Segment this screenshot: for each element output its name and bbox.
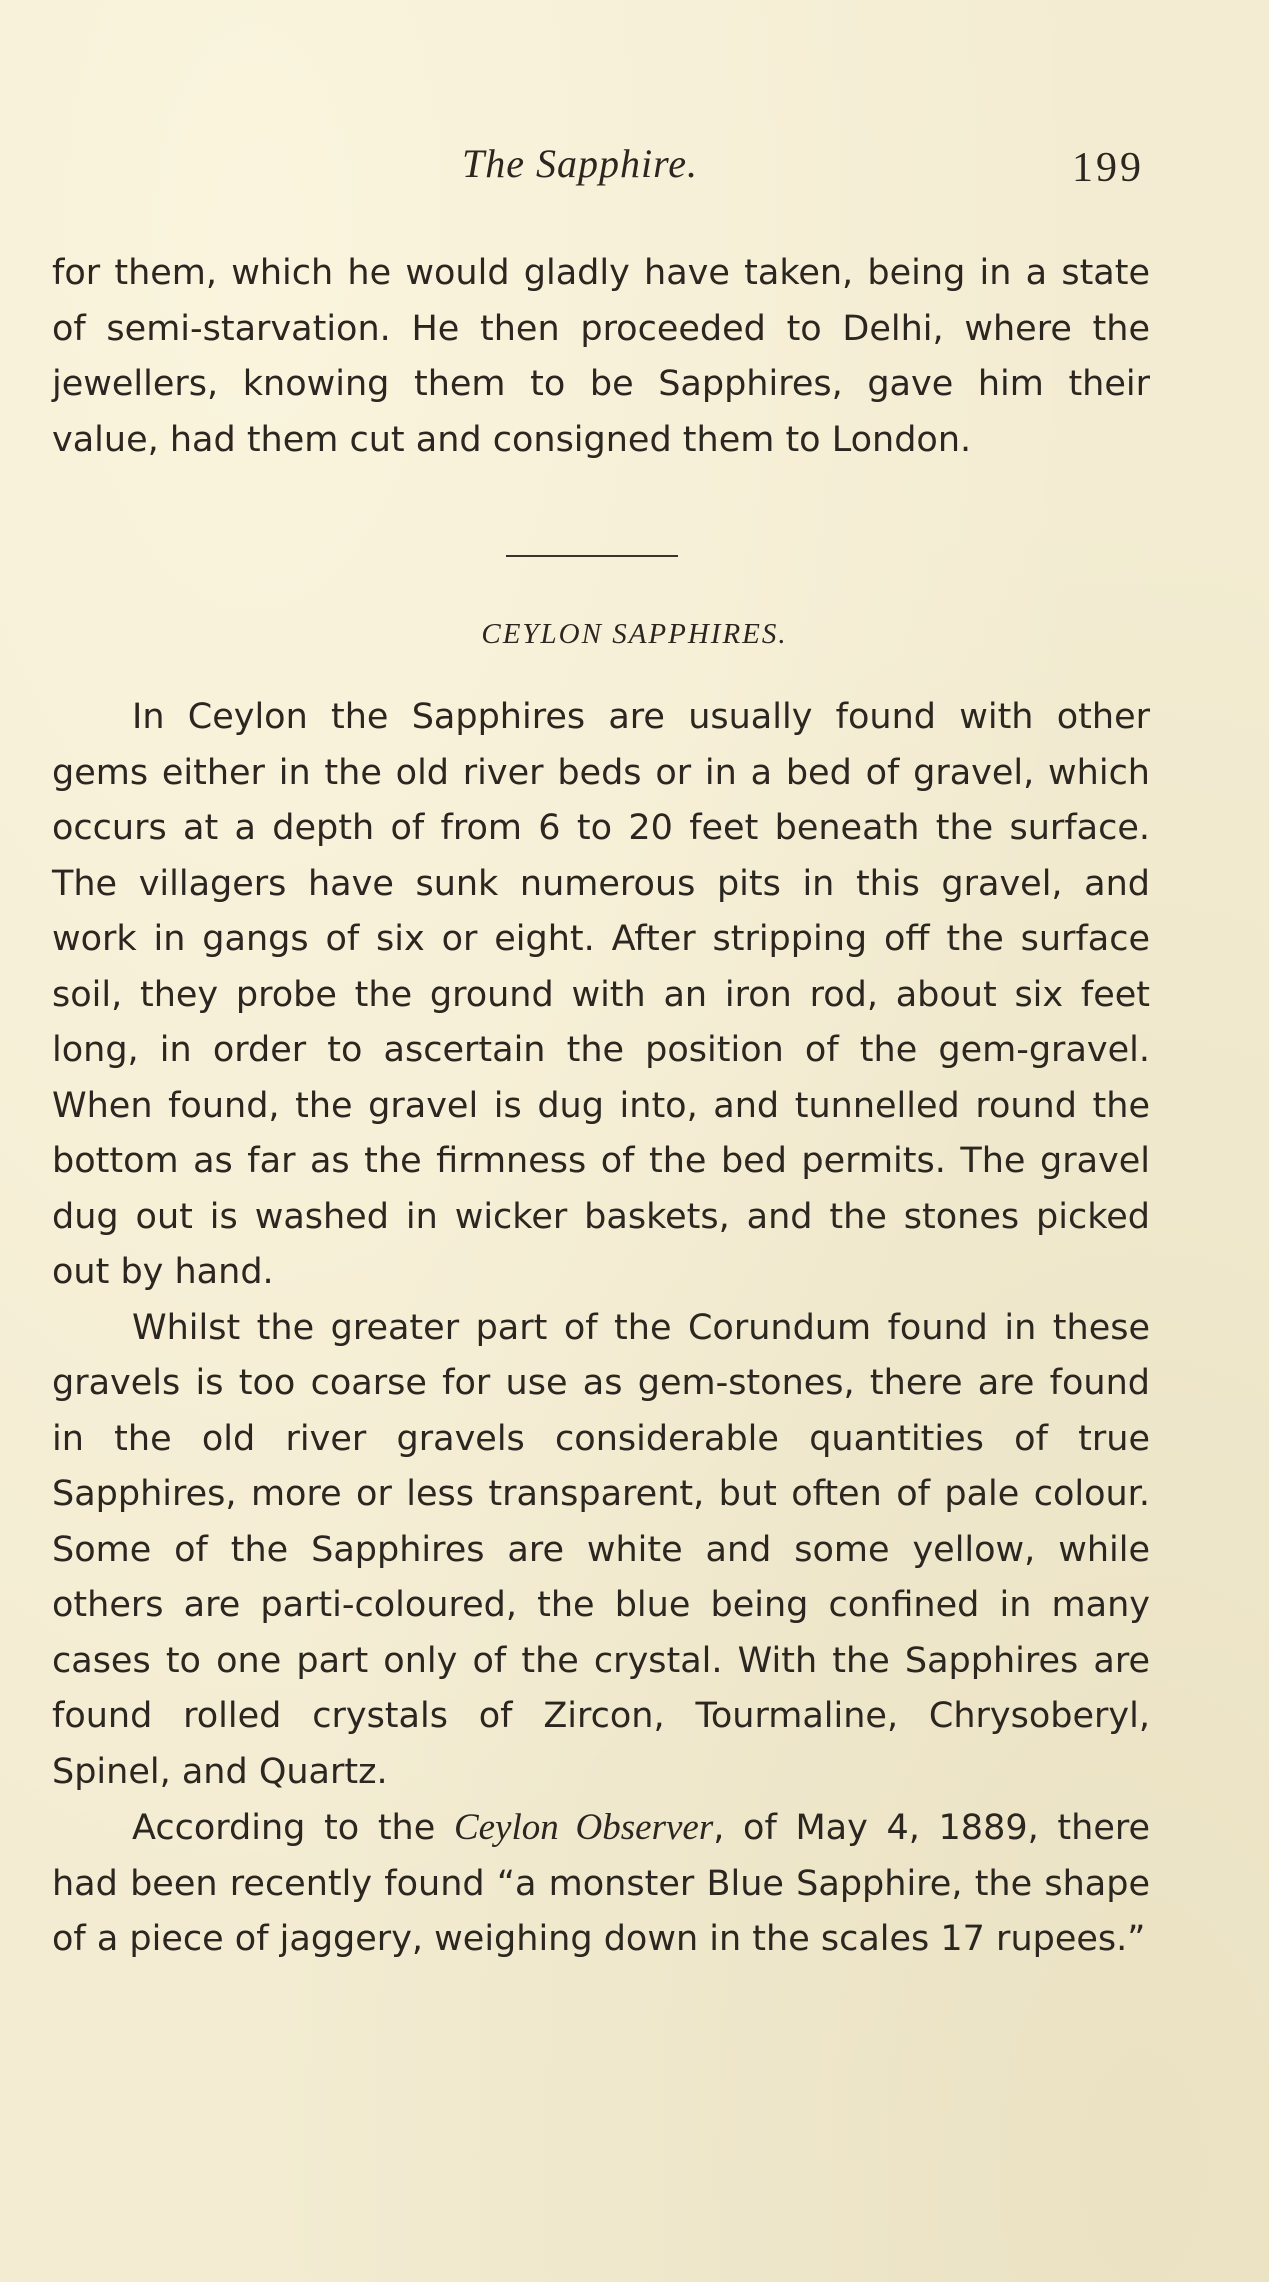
observer-text-after: , of May 4, 1889, there had been recently found “a monster Blue Sapphire, the shape of a piece of jaggery, weighing down in the scales 17 rupees.” [52, 1808, 1150, 1959]
running-head [0, 140, 1269, 200]
running-title: The Sapphire. [462, 141, 698, 186]
paragraph-ceylon-observer [52, 1800, 1150, 1968]
text-block-ceylon [52, 690, 1150, 1968]
paragraph-ceylon-intro: In Ceylon the Sapphires are usually found with other gems either in the old river beds or in a bed of gravel, which occurs at a depth of from 6 to 20 feet beneath the surface. The villagers have sunk numerous pits in this gravel, and work in gangs of six or eight. After stripping off the surface soil, they probe the ground with an iron rod, about six feet long, in order to ascertain the position of the gem-gravel. When found, the gravel is dug into, and tunnelled round the bottom as far as the firmness of the bed permits. The gravel dug out is washed in wicker baskets, and the stones picked out by hand. [52, 697, 1150, 1292]
paragraph-continuation: for them, which he would gladly have taken, being in a state of semi-starvation. He then proceeded to Delhi, where the jewellers, knowing them to be Sapphires, gave him their value, had them cut and consigned them to London. [52, 253, 1150, 460]
observer-text-before: According to the [132, 1808, 454, 1848]
text-block-continuation [52, 246, 1150, 468]
journal-title: Ceylon Observer [453, 1807, 714, 1848]
page-number: 199 [1072, 145, 1144, 191]
section-heading: CEYLON SAPPHIRES. [481, 618, 788, 650]
section-divider [506, 555, 678, 557]
paragraph-corundum: Whilst the greater part of the Corundum found in these gravels is too coarse for use as gem-stones, there are found in the old river gravels considerable quantities of true Sapphires, more or less transparent, but often of pale colour. Some of the Sapphires are white and some yellow, while others are parti-coloured, the blue being confined in many cases to one part only of the crystal. With the Sapphires are found rolled crystals of Zircon, Tourmaline, Chrysoberyl, Spinel, and Quartz. [52, 1307, 1150, 1792]
